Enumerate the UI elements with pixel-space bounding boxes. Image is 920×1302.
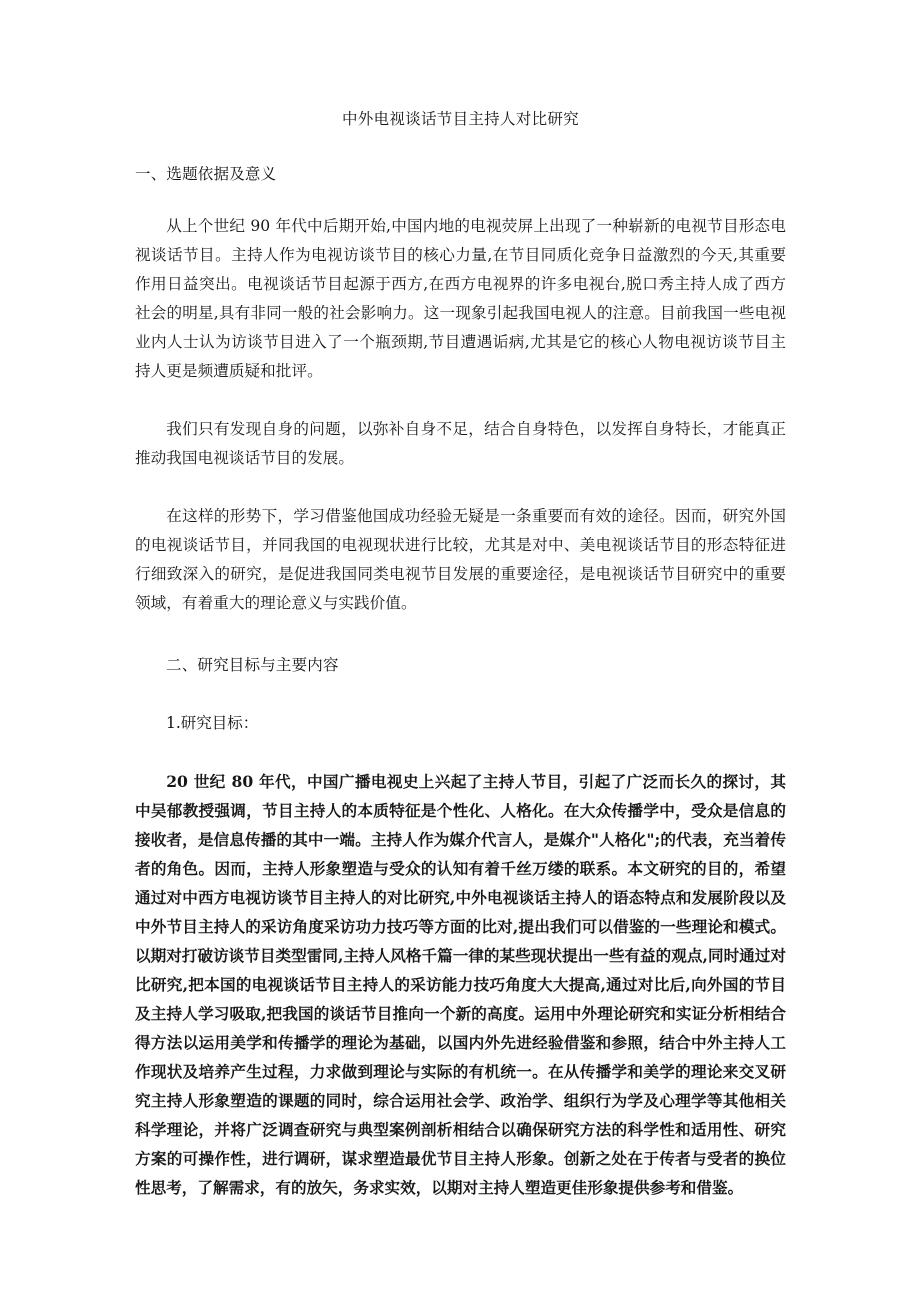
sub-heading-research-goals: 1.研究目标： (166, 714, 259, 732)
spacer (135, 386, 786, 415)
spacer (135, 189, 786, 212)
section-heading-two: 二、研究目标与主要内容 (166, 656, 339, 674)
paragraph-research-objectives: 20 世纪 80 年代，中国广播电视史上兴起了主持人节目，引起了广泛而长久的探讨，其中吴郁教授强调，节目主持人的本质特征是个性化、人格化。在大众传播学中，受众是信息的接收者，是信息传播的其中一端。主持人作为媒介代言人，是媒介"人格化";的代表，充当着传者的角色。因而，主持人形象塑造与受众的认知有着千丝万缕的联系。本文研究的目的，希望通过对中西方电视访谈节目主持人的对比研究,中外电视谈话主持人的语态特点和发展阶段以及中外节目主持人的采访角度采访功力技巧等方面的比对,提出我们可以借鉴的一些理论和模式。以期对打破访谈节目类型雷同,主持人风格千篇一律的某些现状提出一些有益的观点,同时通过对比研究,把本国的电视谈话节目主持人的采访能力技巧角度大大提高,通过对比后,向外国的节目及主持人学习吸取,把我国的谈话节目推向一个新的高度。运用中外理论研究和实证分析相结合得方法以运用美学和传播学的理论为基础，以国内外先进经验借鉴和参照，结合中外主持人工作现状及培养产生过程，力求做到理论与实际的有机统一。在从传播学和美学的理论来交叉研究主持人形象塑造的课题的同时，综合运用社会学、政治学、组织行为学及心理学等其他相关科学理论，并将广泛调查研究与典型案例剖析相结合以确保研究方法的科学性和适用性、研究方案的可操作性，进行调研，谋求塑造最优节目主持人形象。创新之处在于传者与受者的换位性思考，了解需求，有的放矢，务求实效，以期对主持人塑造更佳形象提供参考和借鉴。 (135, 772, 786, 1197)
paragraph-background-significance: 从上个世纪 90 年代中后期开始,中国内地的电视荧屏上出现了一种崭新的电视节目形态电视谈话节目。主持人作为电视访谈节目的核心力量,在节目同质化竞争日益激烈的今天,其重要作用日益突出。电视谈话节目起源于西方,在西方电视界的许多电视台,脱口秀主持人成了西方社会的明星,具有非同一般的社会影响力。这一现象引起我国电视人的注意。目前我国一些电视业内人士认为访谈节目进入了一个瓶颈期,节目遭遇诟病,尤其是它的核心人物电视访谈节目主持人更是频遭质疑和批评。 (135, 217, 786, 380)
spacer (135, 618, 786, 651)
spacer (135, 738, 786, 767)
document-title: 中外电视谈话节目主持人对比研究 (341, 110, 579, 128)
section-heading-one: 一、选题依据及意义 (135, 165, 277, 183)
paragraph-self-reflection: 我们只有发现自身的问题，以弥补自身不足，结合自身特色，以发挥自身特长，才能真正推动我国电视谈话节目的发展。 (135, 420, 786, 467)
paragraph-comparative-value: 在这样的形势下，学习借鉴他国成功经验无疑是一条重要而有效的途径。因而，研究外国的电视谈话节目，并同我国的电视现状进行比较，尤其是对中、美电视谈话节目的形态特征进行细致深入的研究，是促进我国同类电视节目发展的重要途径，是电视谈话节目研究中的重要领域，有着重大的理论意义与实践价值。 (135, 507, 786, 612)
spacer (135, 680, 786, 709)
spacer (135, 473, 786, 502)
document-body (135, 104, 786, 1202)
